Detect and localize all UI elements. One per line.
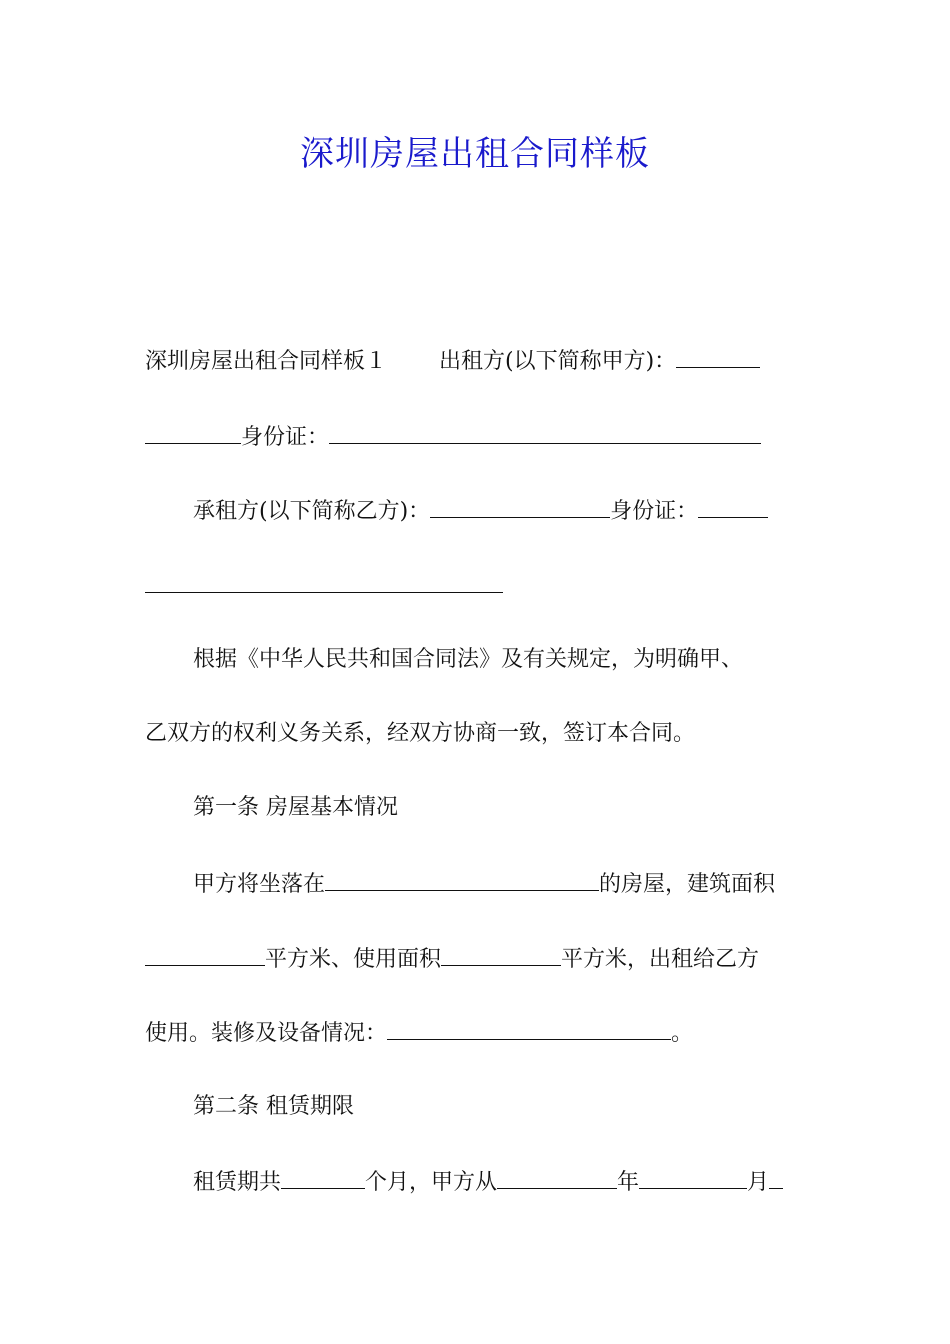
lessor-label: 出租方(以下简称甲方)： (439, 349, 677, 374)
term-from-label: 个月，甲方从 (365, 1170, 498, 1195)
lessee-name-blank[interactable] (430, 495, 610, 518)
lessor-name-blank-cont[interactable] (145, 421, 241, 444)
term-label: 租赁期共 (193, 1170, 282, 1195)
start-month-blank[interactable] (639, 1166, 747, 1189)
month-label: 月 (747, 1170, 770, 1195)
heading-text: 深圳房屋出租合同样板１ (145, 349, 388, 374)
lease-to-label: 平方米，出租给乙方 (561, 947, 760, 972)
lessor-id-blank[interactable] (329, 421, 761, 444)
equipment-blank[interactable] (387, 1017, 671, 1040)
contract-paragraph-basis: 根据《中华人民共和国合同法》及有关规定，为明确甲、 (193, 647, 744, 672)
lessor-name-blank[interactable] (676, 345, 760, 368)
lessor-id-label: 身份证： (241, 425, 330, 450)
contract-line-lessee-id-cont (145, 570, 810, 602)
lessee-label: 承租方(以下简称乙方)： (193, 499, 431, 524)
usable-area-label: 平方米、使用面积 (265, 947, 442, 972)
lessee-id-blank[interactable] (698, 495, 768, 518)
equipment-label: 使用。装修及设备情况： (145, 1021, 388, 1046)
contract-line-area (145, 943, 810, 975)
lessee-id-blank-cont[interactable] (145, 570, 503, 593)
lessee-id-label: 身份证： (610, 499, 699, 524)
location-label: 甲方将坐落在 (193, 872, 326, 897)
usable-area-blank[interactable] (441, 943, 561, 966)
period-mark: 。 (671, 1021, 694, 1046)
start-day-blank[interactable] (769, 1166, 783, 1189)
article-1-heading: 第一条 房屋基本情况 (193, 795, 398, 820)
contract-line-location (145, 868, 858, 900)
contract-line-equipment (145, 1017, 810, 1049)
contract-line-lessor (145, 345, 810, 377)
contract-line-term (145, 1166, 858, 1198)
document-title: 深圳房屋出租合同样板 (300, 134, 650, 174)
contract-line-lessor-id (145, 421, 810, 453)
building-area-label: 的房屋，建筑面积 (599, 872, 776, 897)
year-label: 年 (617, 1170, 640, 1195)
term-months-blank[interactable] (281, 1166, 365, 1189)
start-year-blank[interactable] (497, 1166, 617, 1189)
location-blank[interactable] (325, 868, 599, 891)
building-area-blank[interactable] (145, 943, 265, 966)
contract-line-lessee (145, 495, 858, 527)
contract-paragraph-basis-cont: 乙双方的权利义务关系，经双方协商一致，签订本合同。 (145, 721, 696, 746)
article-2-heading: 第二条 租赁期限 (193, 1094, 354, 1119)
